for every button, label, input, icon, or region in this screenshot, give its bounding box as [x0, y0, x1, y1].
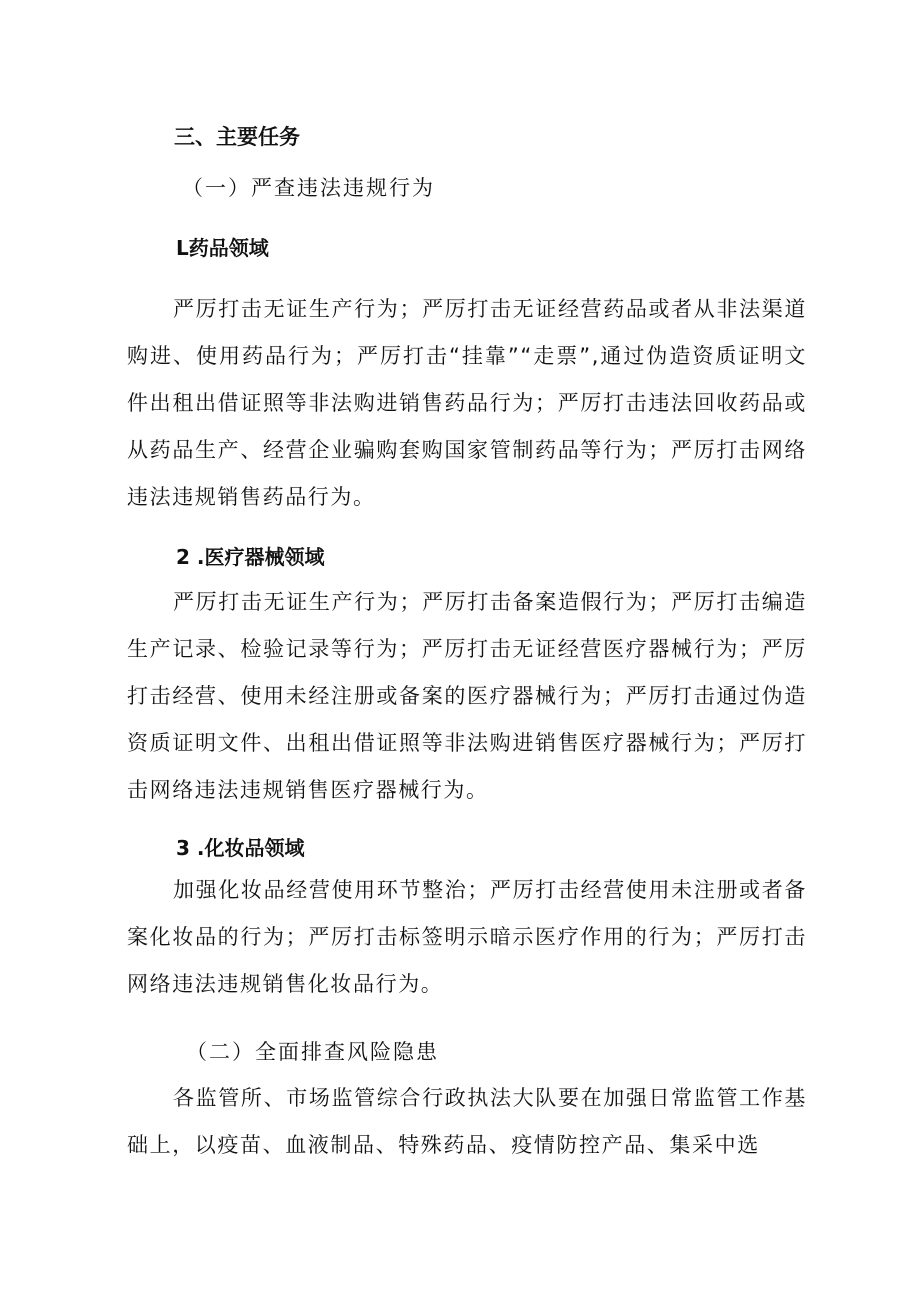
subsection-2-title: （二）全面排查风险隐患	[186, 1040, 439, 1064]
subsection-1-title: （一）严查违法违规行为	[182, 176, 435, 200]
item-1-paragraph: 严厉打击无证生产行为；严厉打击无证经营药品或者从非法渠道购进、使用药品行为；严厉打击“挂靠”“走票”,通过伪造资质证明文件出租出借证照等非法购进销售药品行为；严厉打击违法回收药品或从药品生产、经营企业骗购套购国家管制药品等行为；严厉打击网络违法违规销售药品行为。	[127, 297, 807, 509]
item-1-title: L药品领域	[176, 236, 269, 260]
subsection-2-paragraph: 各监管所、市场监管综合行政执法大队要在加强日常监管工作基础上，以疫苗、血液制品、特殊药品、疫情防控产品、集采中选	[127, 1086, 807, 1157]
item-2-title: 2 .医疗器械领域	[176, 545, 325, 569]
item-3-paragraph: 加强化妆品经营使用环节整治；严厉打击经营使用未注册或者备案化妆品的行为；严厉打击标签明示暗示医疗作用的行为；严厉打击网络违法违规销售化妆品行为。	[127, 878, 807, 996]
item-2-paragraph: 严厉打击无证生产行为；严厉打击备案造假行为；严厉打击编造生产记录、检验记录等行为；严厉打击无证经营医疗器械行为；严厉打击经营、使用未经注册或备案的医疗器械行为；严厉打击通过伪造资质证明文件、出租出借证照等非法购进销售医疗器械行为；严厉打击网络违法违规销售医疗器械行为。	[127, 590, 807, 802]
item-3-title: 3 .化妆品领域	[176, 836, 305, 860]
section-title: 三、主要任务	[174, 125, 300, 149]
